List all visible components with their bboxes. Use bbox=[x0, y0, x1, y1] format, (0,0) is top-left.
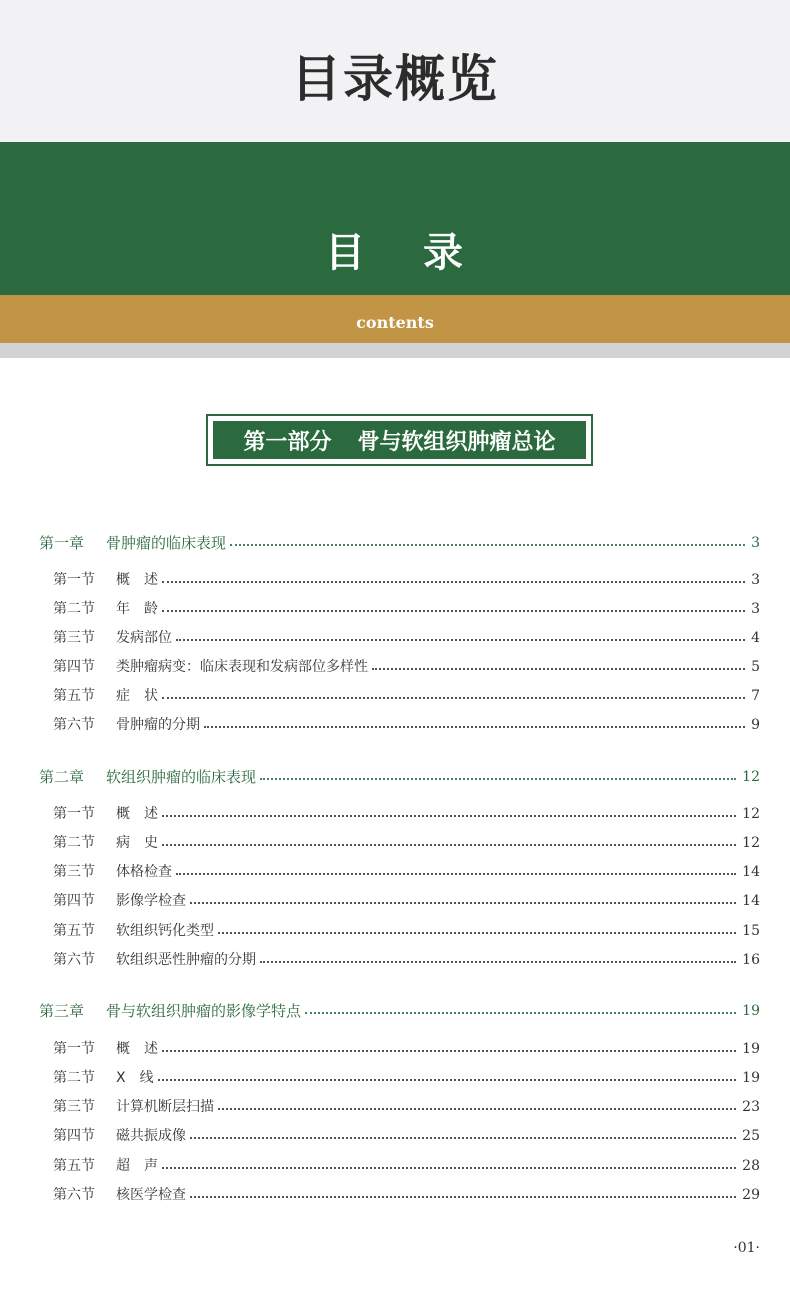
section-title: 软组织钙化类型 bbox=[116, 923, 214, 939]
section-number: 第三节 bbox=[53, 1099, 95, 1115]
section-title: 发病部位 bbox=[116, 630, 172, 646]
section-title: 体格检查 bbox=[116, 864, 172, 880]
part-title: 骨与软组织肿瘤总论 bbox=[357, 429, 556, 455]
section-number: 第五节 bbox=[53, 1158, 95, 1174]
section-title: 病 史 bbox=[116, 835, 158, 851]
chapter-page: 12 bbox=[742, 769, 760, 785]
part-heading bbox=[213, 421, 586, 459]
section-title: X 线 bbox=[116, 1070, 154, 1086]
leader-dots bbox=[158, 1079, 737, 1081]
leader-dots bbox=[218, 1108, 736, 1110]
leader-dots bbox=[218, 932, 736, 934]
section-number: 第四节 bbox=[53, 893, 95, 909]
toc-section-3-3[interactable] bbox=[53, 1096, 760, 1118]
leader-dots bbox=[162, 610, 745, 612]
section-title: 概 述 bbox=[116, 572, 158, 588]
leader-dots bbox=[176, 639, 745, 641]
toc-section-3-5[interactable] bbox=[53, 1155, 760, 1177]
toc-section-2-3[interactable] bbox=[53, 861, 760, 883]
section-number: 第二节 bbox=[53, 601, 95, 617]
page-title: 目录概览 bbox=[291, 50, 499, 108]
section-page: 15 bbox=[742, 923, 760, 939]
leader-dots bbox=[162, 1167, 736, 1169]
leader-dots bbox=[190, 1137, 736, 1139]
section-title: 年 龄 bbox=[116, 601, 158, 617]
section-page: 7 bbox=[751, 688, 760, 704]
section-title: 概 述 bbox=[116, 806, 158, 822]
section-number: 第二节 bbox=[53, 835, 95, 851]
leader-dots bbox=[162, 815, 736, 817]
section-title: 磁共振成像 bbox=[116, 1128, 186, 1144]
section-page: 29 bbox=[742, 1187, 760, 1203]
toc-chapter-3[interactable] bbox=[39, 1000, 760, 1022]
toc-section-1-1[interactable] bbox=[53, 569, 760, 591]
leader-dots bbox=[260, 778, 736, 780]
section-number: 第五节 bbox=[53, 923, 95, 939]
chapter-number: 第二章 bbox=[39, 768, 85, 786]
leader-dots bbox=[162, 1050, 736, 1052]
divider-band bbox=[0, 343, 790, 358]
leader-dots bbox=[190, 1196, 736, 1198]
section-number: 第四节 bbox=[53, 659, 95, 675]
toc-section-1-4[interactable] bbox=[53, 656, 760, 678]
toc-section-3-2[interactable] bbox=[53, 1067, 760, 1089]
leader-dots bbox=[176, 873, 736, 875]
section-title: 超 声 bbox=[116, 1158, 158, 1174]
section-title: 类肿瘤病变：临床表现和发病部位多样性 bbox=[116, 659, 368, 675]
chapter-number: 第三章 bbox=[39, 1002, 85, 1020]
section-number: 第一节 bbox=[53, 1041, 95, 1057]
toc-section-3-1[interactable] bbox=[53, 1038, 760, 1060]
section-page: 9 bbox=[751, 717, 760, 733]
section-page: 25 bbox=[742, 1128, 760, 1144]
leader-dots bbox=[372, 668, 745, 670]
section-page: 12 bbox=[742, 835, 760, 851]
section-page: 14 bbox=[742, 864, 760, 880]
section-number: 第二节 bbox=[53, 1070, 95, 1086]
section-page: 16 bbox=[742, 952, 760, 968]
mulu-title-right: 录 bbox=[423, 230, 465, 276]
toc-section-2-4[interactable] bbox=[53, 890, 760, 912]
leader-dots bbox=[162, 844, 736, 846]
toc-section-1-6[interactable] bbox=[53, 714, 760, 736]
section-number: 第一节 bbox=[53, 572, 95, 588]
chapter-number: 第一章 bbox=[39, 534, 85, 552]
section-page: 28 bbox=[742, 1158, 760, 1174]
section-page: 19 bbox=[742, 1070, 760, 1086]
part-number: 第一部分 bbox=[243, 429, 332, 455]
section-title: 核医学检查 bbox=[116, 1187, 186, 1203]
toc-section-2-5[interactable] bbox=[53, 920, 760, 942]
section-title: 计算机断层扫描 bbox=[116, 1099, 214, 1115]
section-title: 概 述 bbox=[116, 1041, 158, 1057]
section-number: 第六节 bbox=[53, 717, 95, 733]
toc-section-3-4[interactable] bbox=[53, 1125, 760, 1147]
toc-section-2-2[interactable] bbox=[53, 832, 760, 854]
mulu-title bbox=[0, 225, 790, 281]
toc-chapter-1[interactable] bbox=[39, 532, 760, 554]
section-page: 23 bbox=[742, 1099, 760, 1115]
toc-section-2-6[interactable] bbox=[53, 949, 760, 971]
leader-dots bbox=[162, 581, 745, 583]
contents-label: contents bbox=[356, 313, 434, 332]
section-title: 症 状 bbox=[116, 688, 158, 704]
leader-dots bbox=[204, 726, 745, 728]
leader-dots bbox=[190, 902, 736, 904]
toc-section-2-1[interactable] bbox=[53, 803, 760, 825]
chapter-page: 19 bbox=[742, 1003, 760, 1019]
section-number: 第五节 bbox=[53, 688, 95, 704]
leader-dots bbox=[260, 961, 736, 963]
chapter-title: 骨肿瘤的临床表现 bbox=[106, 534, 227, 552]
section-page: 12 bbox=[742, 806, 760, 822]
toc-section-1-5[interactable] bbox=[53, 685, 760, 707]
section-title: 影像学检查 bbox=[116, 893, 186, 909]
section-title: 软组织恶性肿瘤的分期 bbox=[116, 952, 256, 968]
section-page: 3 bbox=[751, 572, 760, 588]
chapter-page: 3 bbox=[751, 535, 760, 551]
leader-dots bbox=[305, 1012, 736, 1014]
section-title: 骨肿瘤的分期 bbox=[116, 717, 200, 733]
part-heading-box bbox=[206, 414, 593, 466]
section-page: 14 bbox=[742, 893, 760, 909]
section-number: 第三节 bbox=[53, 630, 95, 646]
toc-section-3-6[interactable] bbox=[53, 1184, 760, 1206]
page-number: ·01· bbox=[733, 1240, 760, 1256]
toc-section-1-3[interactable] bbox=[53, 627, 760, 649]
chapter-title: 骨与软组织肿瘤的影像学特点 bbox=[106, 1002, 302, 1020]
leader-dots bbox=[230, 544, 745, 546]
section-number: 第三节 bbox=[53, 864, 95, 880]
section-page: 4 bbox=[751, 630, 760, 646]
toc-section-1-2[interactable] bbox=[53, 598, 760, 620]
toc-chapter-2[interactable] bbox=[39, 766, 760, 788]
chapter-title: 软组织肿瘤的临床表现 bbox=[106, 768, 257, 786]
section-page: 19 bbox=[742, 1041, 760, 1057]
mulu-title-left: 目 bbox=[325, 230, 367, 276]
section-page: 3 bbox=[751, 601, 760, 617]
section-number: 第一节 bbox=[53, 806, 95, 822]
leader-dots bbox=[162, 697, 745, 699]
section-page: 5 bbox=[751, 659, 760, 675]
section-number: 第六节 bbox=[53, 1187, 95, 1203]
section-number: 第四节 bbox=[53, 1128, 95, 1144]
section-number: 第六节 bbox=[53, 952, 95, 968]
